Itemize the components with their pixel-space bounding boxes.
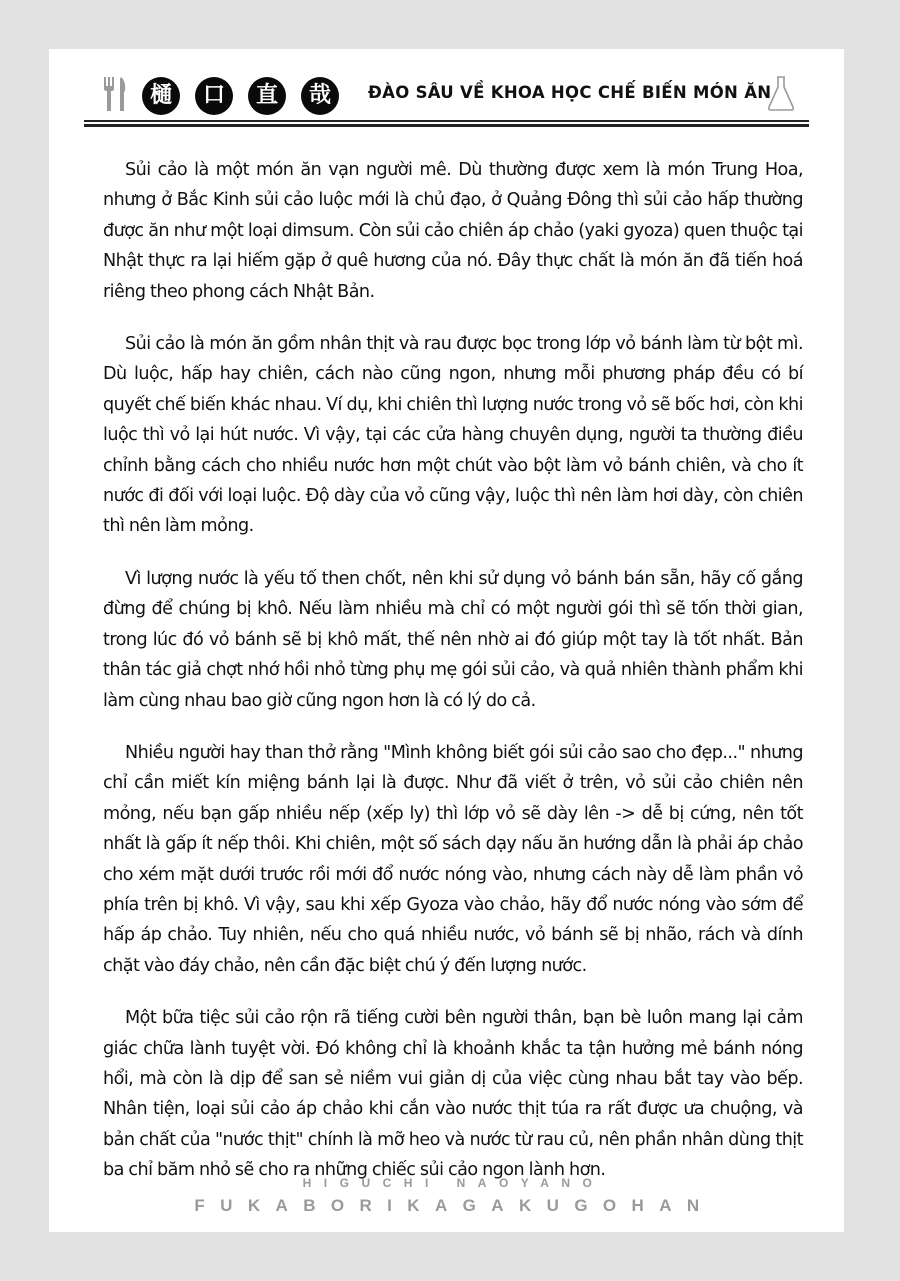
kanji-badge: 哉 [301, 77, 339, 115]
footer-author: HIGUCHI NAOYANO [302, 1176, 605, 1190]
paragraph: Vì lượng nước là yếu tố then chốt, nên khi sử dụng vỏ bánh bán sẵn, hãy cố gắng đừng để chúng bị khô. Nếu làm nhiều mà chỉ có một người gói thì sẽ tốn thời gian, trong lúc đó vỏ bánh sẽ bị khô mất, thế nên nhờ ai đó giúp một tay là tốt nhất. Bản thân tác giả chợt nhớ hồi nhỏ từng phụ mẹ gói sủi cảo, và quả nhiên thành phẩm khi làm cùng nhau bao giờ cũng ngon hơn là có lý do cả. [103, 568, 803, 711]
section-title: ĐÀO SÂU VỀ KHOA HỌC CHẾ BIẾN MÓN ĂN [368, 83, 772, 102]
kanji-badge: 直 [248, 77, 286, 115]
paragraph: Nhiều người hay than thở rằng "Mình không biết gói sủi cảo sao cho đẹp..." nhưng chỉ cần miết kín miệng bánh lại là được. Như đã viết ở trên, vỏ sủi cảo chiên nên mỏng, nếu bạn gấp nhiều nếp (xếp ly) thì lớp vỏ sẽ dày lên -> dễ bị cứng, nên tốt nhất là gấp ít nếp thôi. Khi chiên, một số sách dạy nấu ăn hướng dẫn là phải áp chảo cho xém mặt dưới trước rồi mới đổ nước nóng vào, nhưng cách này dễ làm phần vỏ phía trên bị khô. Vì vậy, sau khi xếp Gyoza vào chảo, hãy đổ nước nóng vào sớm để hấp áp chảo. Tuy nhiên, nếu cho quá nhiều nước, vỏ bánh sẽ bị nhão, rách và dính chặt vào đáy chảo, nên cần đặc biệt chú ý đến lượng nước. [103, 742, 803, 976]
document-page [49, 49, 844, 1232]
author-name-kanji [142, 77, 339, 115]
paragraph: Một bữa tiệc sủi cảo rộn rã tiếng cười bên người thân, bạn bè luôn mang lại cảm giác chữa lành tuyệt vời. Đó không chỉ là khoảnh khắc ta tận hưởng mẻ bánh nóng hổi, mà còn là dịp để san sẻ niềm vui giản dị của việc cùng nhau bắt tay vào bếp. Nhân tiện, loại sủi cảo áp chảo khi cắn vào nước thịt túa ra rất được ưa chuộng, và bản chất của "nước thịt" chính là mỡ heo và nước từ rau củ, nên phần nhân dùng thịt ba chỉ băm nhỏ sẽ cho ra những chiếc sủi cảo ngon lành hơn. [103, 1008, 803, 1181]
header-rule-thick [84, 124, 809, 127]
erlenmeyer-flask-icon [766, 74, 796, 112]
page-footer [49, 1173, 844, 1219]
paragraph: Sủi cảo là món ăn gồm nhân thịt và rau được bọc trong lớp vỏ bánh làm từ bột mì. Dù luộc, hấp hay chiên, cách nào cũng ngon, nhưng mỗi phương pháp đều có bí quyết chế biến khác nhau. Ví dụ, khi chiên thì lượng nước trong vỏ sẽ bốc hơi, còn khi luộc thì vỏ lại hút nước. Vì vậy, tại các cửa hàng chuyên dụng, người ta thường điều chỉnh bằng cách cho nhiều nước hơn một chút vào bột làm vỏ bánh chiên, và cho ít nước đi đối với loại luộc. Độ dày của vỏ cũng vậy, luộc thì nên làm hơi dày, còn chiên thì nên làm mỏng. [103, 334, 803, 537]
header-rule-thin [84, 120, 809, 122]
article-body [103, 155, 803, 1208]
fork-knife-icon [102, 77, 128, 111]
paragraph: Sủi cảo là một món ăn vạn người mê. Dù thường được xem là món Trung Hoa, nhưng ở Bắc Kinh sủi cảo luộc mới là chủ đạo, ở Quảng Đông thì sủi cảo hấp thường được ăn như một loại dimsum. Còn sủi cảo chiên áp chảo (yaki gyoza) quen thuộc tại Nhật thực ra lại hiếm gặp ở quê hương của nó. Đây thực chất là món ăn đã tiến hoá riêng theo phong cách Nhật Bản. [103, 160, 803, 302]
footer-series-title: FUKABORIKAGAKUGOHAN [194, 1196, 715, 1215]
kanji-badge: 口 [195, 77, 233, 115]
page-header [84, 73, 809, 129]
kanji-badge: 樋 [142, 77, 180, 115]
